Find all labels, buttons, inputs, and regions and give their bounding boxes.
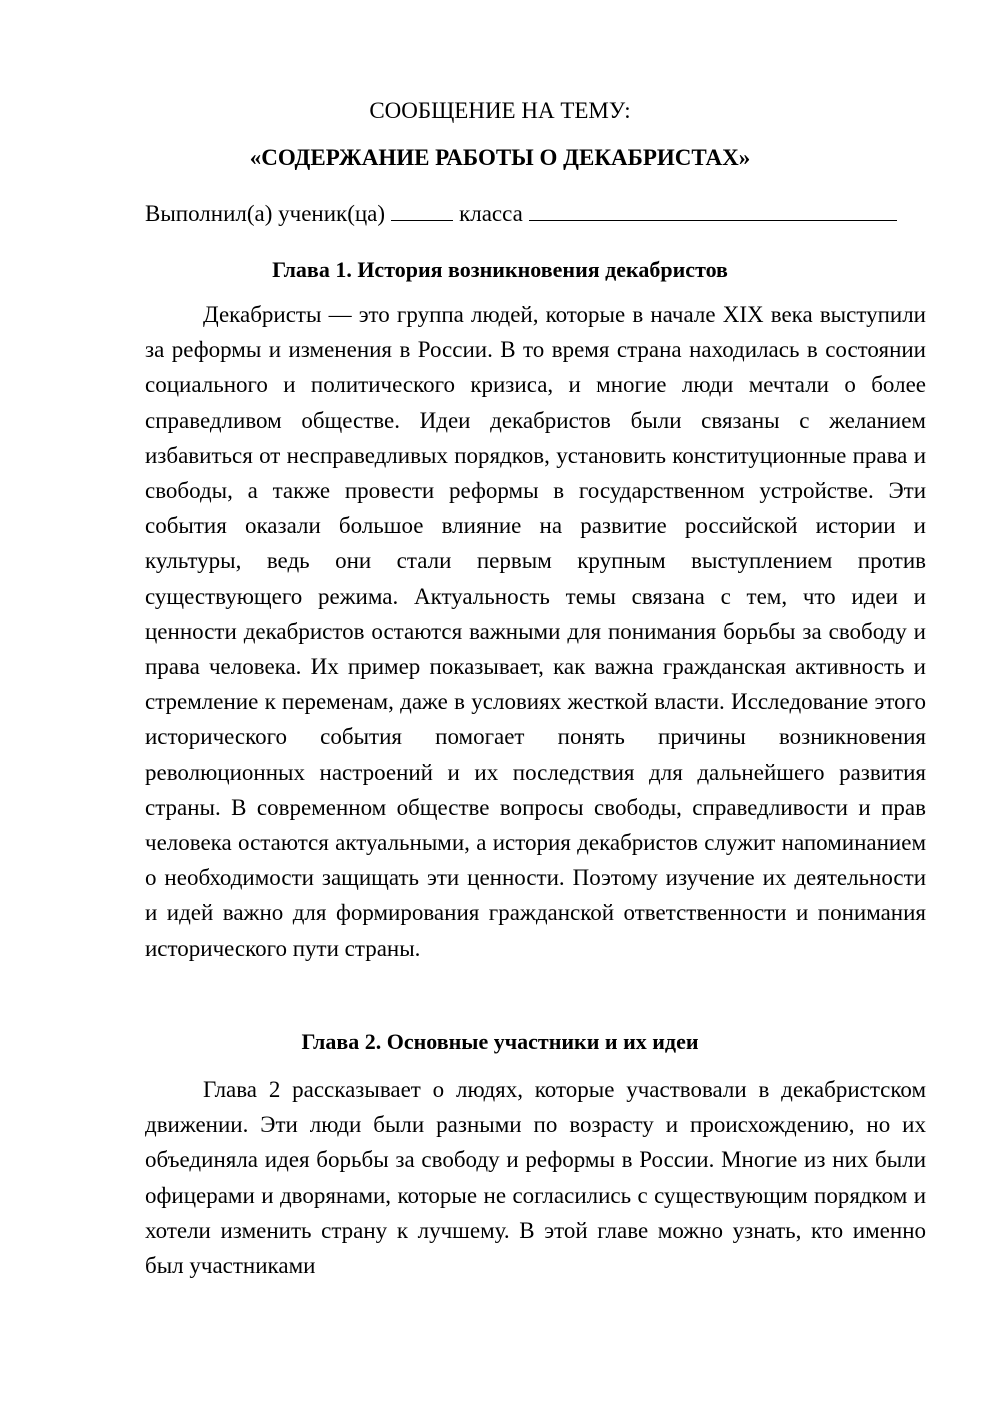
chapter-1-paragraph: Декабристы — это группа людей, которые в начале XIX века выступили за реформы и изменения в России. В то время страна находилась в состоянии социального и политического кризиса, и многие люди мечтали о более справедливом обществе. Идеи декабристов были связаны с желанием избавиться от несправедливых порядков, установить конституционные права и свободы, а также провести реформы в государственном устройстве. Эти события оказали большое влияние на развитие российской истории и культуры, ведь они стали первым крупным выступлением против существующего режима. Актуальность темы связана с тем, что идеи и ценности декабристов остаются важными для понимания борьбы за свободу и права человека. Их пример показывает, как важна гражданская активность и стремление к переменам, даже в условиях жесткой власти. Исследование этого исторического события помогает понять причины возникновения революционных настроений и их последствия для дальнейшего развития страны. В современном обществе вопросы свободы, справедливости и прав человека остаются актуальными, а история декабристов служит напоминанием о необходимости защищать эти ценности. Поэтому изучение их деятельности и идей важно для формирования гражданской ответственности и понимания исторического пути страны. (145, 302, 926, 961)
student-name-blank (529, 198, 897, 221)
byline-class-label: класса (459, 201, 523, 226)
document-title-line-1: СООБЩЕНИЕ НА ТЕМУ: (369, 98, 631, 123)
chapter-1-heading: Глава 1. История возникновения декабристов (272, 257, 728, 282)
chapter-2-heading: Глава 2. Основные участники и их идеи (301, 1029, 699, 1054)
class-number-blank (391, 198, 453, 221)
byline (145, 198, 945, 229)
chapter-2-paragraph: Глава 2 рассказывает о людях, которые участвовали в декабристском движении. Эти люди были разными по возрасту и происхождению, но их объединяла идея борьбы за свободу и реформы в России. Многие из них были офицерами и дворянами, которые не согласились с существующим порядком и хотели изменить страну к лучшему. В этой главе можно узнать, кто именно был участниками (145, 1077, 926, 1279)
document-title-line-2: «СОДЕРЖАНИЕ РАБОТЫ О ДЕКАБРИСТАХ» (249, 145, 751, 170)
byline-student-label: Выполнил(а) ученик(ца) (145, 201, 386, 226)
